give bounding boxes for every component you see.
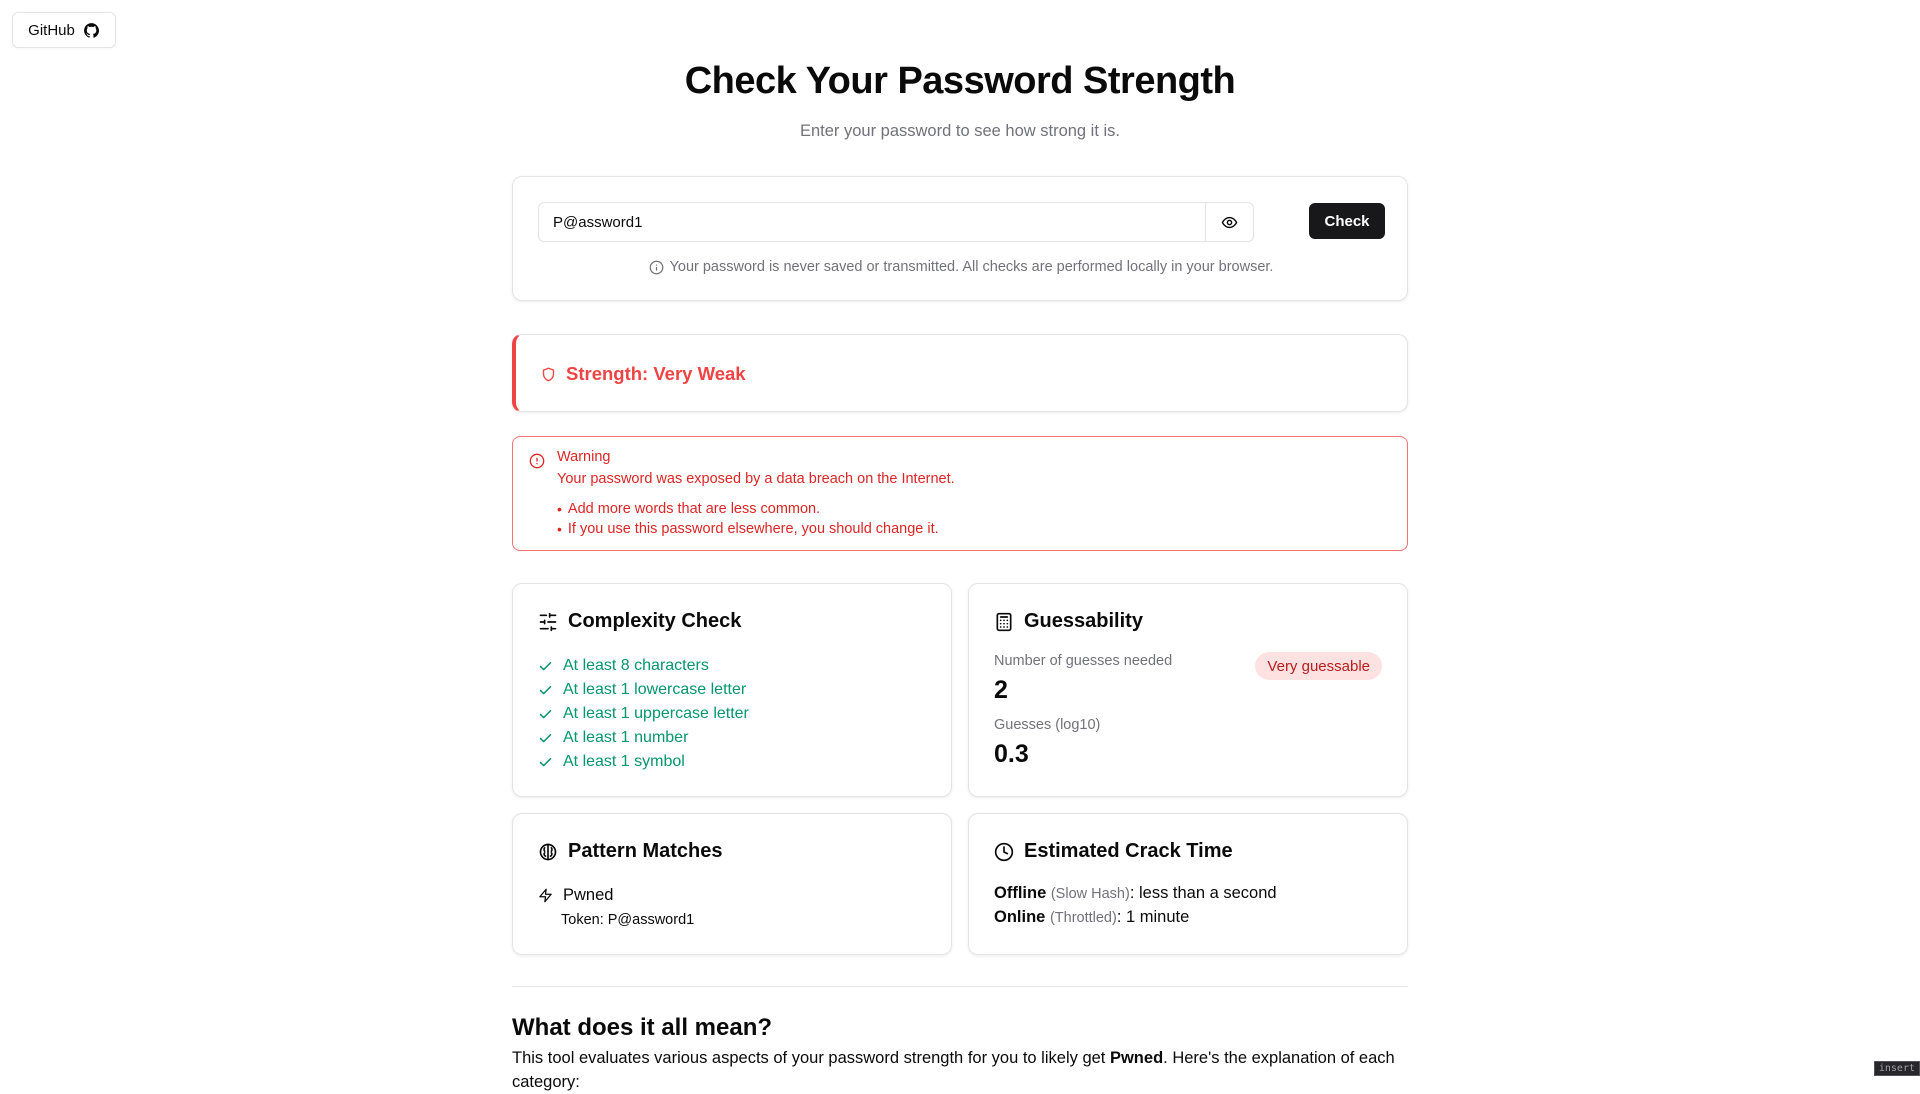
complexity-item — [538, 678, 749, 702]
complexity-title: Complexity Check — [568, 610, 742, 632]
complexity-panel — [512, 583, 952, 797]
brain-icon — [538, 842, 558, 862]
password-field-wrapper — [538, 202, 1254, 242]
complexity-list — [538, 654, 749, 774]
online-key: Online — [994, 908, 1046, 926]
complexity-item-label: At least 1 lowercase letter — [563, 681, 747, 698]
section-divider — [512, 986, 1408, 987]
pattern-match — [538, 886, 613, 905]
complexity-item — [538, 654, 749, 678]
guessability-title: Guessability — [1024, 610, 1143, 632]
pattern-token: Token: P@assword1 — [561, 912, 695, 928]
meaning-text — [512, 1046, 1408, 1094]
crack-time-title: Estimated Crack Time — [1024, 840, 1233, 862]
github-button[interactable] — [12, 12, 116, 48]
guessability-panel — [968, 583, 1408, 797]
complexity-heading — [538, 610, 741, 633]
calculator-icon — [994, 612, 1014, 632]
guesses-label: Number of guesses needed — [994, 653, 1173, 669]
online-value: : 1 minute — [1116, 908, 1190, 926]
offline-crack-time — [994, 884, 1277, 903]
complexity-item — [538, 702, 749, 726]
offline-qualifier: (Slow Hash) — [1050, 886, 1130, 902]
check-icon — [538, 707, 553, 722]
crack-time-heading — [994, 840, 1233, 863]
check-icon — [538, 683, 553, 698]
log-guesses-label: Guesses (log10) — [994, 717, 1101, 733]
page-title: Check Your Password Strength — [684, 60, 1236, 102]
check-icon — [538, 659, 553, 674]
password-input-card — [512, 176, 1408, 301]
complexity-item — [538, 750, 749, 774]
complexity-item-label: At least 1 symbol — [563, 753, 685, 770]
warning-alert — [512, 436, 1408, 551]
guessability-badge: Very guessable — [1255, 652, 1382, 680]
guesses-value: 2 — [994, 676, 1008, 704]
github-icon — [83, 22, 100, 39]
pattern-title: Pattern Matches — [568, 840, 723, 862]
meaning-text-bold: Pwned — [1109, 1049, 1164, 1067]
sliders-icon — [538, 612, 558, 632]
crack-time-panel — [968, 813, 1408, 955]
privacy-note-text: Your password is never saved or transmitted. All checks are performed locally in your browser. — [669, 259, 1274, 275]
complexity-item-label: At least 1 number — [563, 729, 689, 746]
pattern-match-name: Pwned — [563, 886, 614, 904]
eye-icon — [1221, 214, 1238, 231]
strength-card — [512, 334, 1408, 412]
strength-label: Strength: Very Weak — [566, 363, 746, 384]
zap-icon — [538, 888, 553, 903]
offline-key: Offline — [994, 884, 1047, 902]
complexity-item — [538, 726, 749, 750]
online-qualifier: (Throttled) — [1049, 910, 1117, 926]
warning-title: Warning — [557, 449, 611, 465]
password-input[interactable] — [539, 203, 1205, 241]
toggle-visibility-button[interactable] — [1205, 203, 1253, 241]
complexity-item-label: At least 1 uppercase letter — [563, 705, 749, 722]
offline-value: : less than a second — [1129, 884, 1277, 902]
suggestion-item — [557, 499, 939, 519]
insert-mode-tag: insert — [1874, 1061, 1920, 1076]
online-crack-time — [994, 908, 1189, 927]
guessability-heading — [994, 610, 1143, 633]
shield-icon — [541, 367, 556, 382]
alert-circle-icon — [529, 453, 545, 469]
check-icon — [538, 755, 553, 770]
suggestion-item — [557, 519, 939, 539]
github-label: GitHub — [28, 21, 75, 39]
log-guesses-value: 0.3 — [994, 740, 1029, 768]
meaning-title: What does it all mean? — [512, 1014, 773, 1041]
check-button[interactable]: Check — [1309, 203, 1385, 239]
privacy-note — [513, 259, 1409, 275]
suggestion-list — [557, 499, 939, 539]
check-icon — [538, 731, 553, 746]
complexity-item-label: At least 8 characters — [563, 657, 709, 674]
meaning-text-part: This tool evaluates various aspects of your password strength for you to likely get — [512, 1049, 1110, 1067]
warning-message: Your password was exposed by a data breach on the Internet. — [557, 471, 955, 487]
meaning-text-part: . Here's the explanation of each category: — [512, 1049, 1395, 1091]
info-icon — [649, 260, 664, 275]
suggestion-text: • If you use this password elsewhere, you should change it. — [567, 521, 939, 537]
page-subtitle: Enter your password to see how strong it is. — [799, 122, 1121, 140]
suggestion-text: • Add more words that are less common. — [567, 501, 821, 517]
pattern-heading — [538, 840, 723, 863]
pattern-panel — [512, 813, 952, 955]
strength-indicator — [541, 363, 746, 385]
clock-icon — [994, 842, 1014, 862]
